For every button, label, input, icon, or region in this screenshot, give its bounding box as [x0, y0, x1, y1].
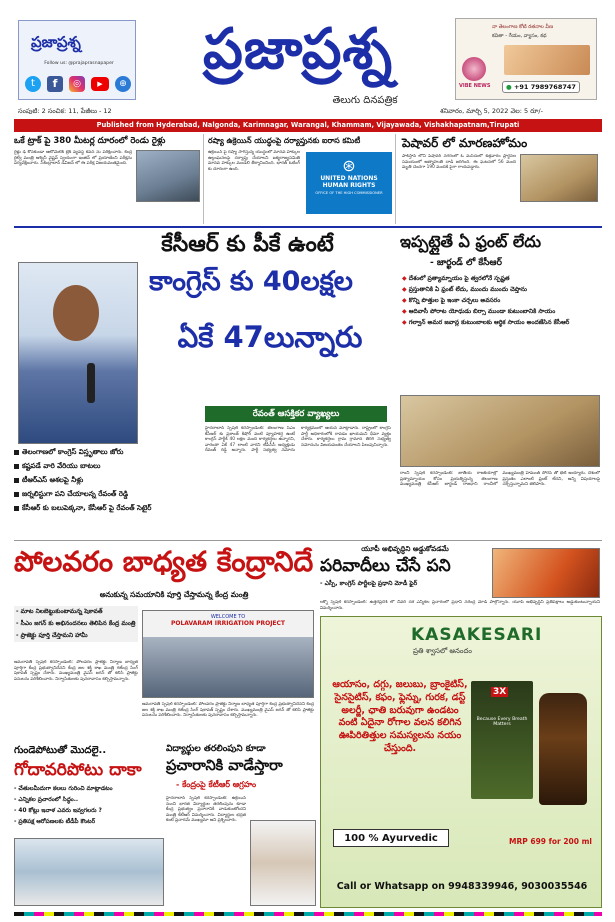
peshawar-photo: [520, 154, 598, 202]
godavari-bullet: - ఎన్నికల ప్రచారంలో సిద్ధం..: [14, 797, 79, 803]
ktr-subhead: - కేంద్రంపై కేటీఆర్ ఆగ్రహం: [176, 780, 257, 789]
newspaper-title: ప్రజాప్రశ్న: [202, 16, 394, 82]
modi-kicker: యూపీ అభివృద్ధిని అడ్డుకోవడమే: [361, 545, 449, 553]
ktr-headline: ప్రచారానికి వాడేస్తారా: [166, 758, 283, 774]
vibe-news-brand: VIBE NEWS: [459, 83, 491, 89]
lead-headline-2: ఏకే 47లున్నారు: [177, 320, 363, 354]
lead-bullet: కేసీఆర్ కు బలుపెక్కనా, కేసీఆర్ పై రేవంత్ సెటైర్: [14, 504, 204, 514]
front-bullet: ◆ గల్వాన్ అమర జవాన్ల కుటుంబాలకు ఆర్థిక సాయం అందజేసిన కేసీఆర్: [402, 319, 602, 327]
banner-title: POLAVARAM IRRIGATION PROJECT: [170, 620, 286, 627]
tagline: తెలుగు దినపత్రిక: [332, 95, 398, 106]
modi-photo: [492, 548, 600, 598]
un-sub-caption: OFFICE OF THE HIGH COMMISSIONER: [315, 191, 383, 195]
modi-body: లక్నో స్పెషల్ కరస్పాండెంట్: ఉత్తరప్రదేశ్ లో చివరి దశ ఎన్నికల ప్రచారంలో ప్రధాని నరేంద్ర మోడీ పాల్గొన్నారు. యూపీ అభివృద్ధిని ప్రతిపక్షాలు అడ్డుకుంటున్నాయని విమర్శించారు.: [320, 600, 600, 611]
godavari-bullet: - చేతులమీదుగా కలలు గురించి మాట్లాడటం: [14, 786, 113, 792]
masthead-ad: [455, 18, 597, 100]
microphone-icon: [87, 363, 95, 403]
pack-tag: Because Every Breath Matters: [476, 717, 528, 727]
lead-kicker: కేసీఆర్ కు పీకే ఉంటే: [161, 232, 334, 257]
social-icons: [25, 76, 131, 92]
front-bullet: ◆ కొన్ని పొత్తుల పై ఇంకా చర్చలు అవసరం: [402, 297, 602, 305]
front-body: రాంచీ స్పెషల్ కరస్పాండెంట్: జాతీయ రాజకీయాల్లో ప్రత్యామ్నాయం కోసం ప్రయత్నిస్తున్న తెలంగాణ ముఖ్యమంత్రి కేసీఆర్ జార్ఖండ్ రాజధాని రాంచీలో ముఖ్యమంత్రి హేమంత్ సోరెన్ తో భేటీ అయ్యారు. దేశంలో ప్రస్తుతం ఎలాంటి ఫ్రంట్ లేదని, అన్ని విషయాలపై చర్చిస్తున్నామని తెలిపారు.: [400, 471, 600, 488]
ad-phone-number: +91 7989768747: [513, 83, 576, 91]
un-emblem-icon: ⊛: [342, 156, 356, 175]
instagram-icon[interactable]: ◎: [69, 76, 85, 92]
polavaram-headline: పోలవరం బాధ్యత కేంద్రానిదే: [14, 545, 314, 578]
web-icon[interactable]: ⊕: [115, 76, 131, 92]
peshawar-body: పాకిస్తాన్ లోని పెషావర్ నగరంలో ఓ మసీదులో శుక్రవారం ప్రార్థనల సమయంలో ఆత్మాహుతి దాడి జరిగింది. ఈ ఘటనలో 56 మంది మృతి చెందగా 190 మందికి పైగా గాయపడ్డారు.: [402, 154, 516, 171]
vibe-news-logo: [462, 57, 486, 81]
polavaram-bullets: [14, 606, 138, 642]
kcr-photo: [400, 395, 600, 467]
ktr-kicker: విద్యార్థుల తరలింపుని కూడా: [166, 744, 266, 754]
dateline-left: సంపుటి: 2 సంచిక: 11, పేజీలు - 12: [18, 107, 112, 115]
un-logo-image: [306, 152, 392, 214]
polavaram-body-2: అమరావతి స్పెషల్ కరస్పాండెంట్: పోలవరం ప్రాజెక్టు నిర్మాణ బాధ్యత పూర్తిగా కేంద్ర ప్రభుత్వానిదేనని కేంద్ర జల శక్తి శాఖ మంత్రి గజేంద్ర సింగ్ షెకావత్ స్పష్టం చేశారు. ముఖ్యమంత్రి వైఎస్ జగన్ తో కలిసి ప్రాజెక్టు పనులను పరిశీలించారు. నిర్వాసితులకు పునరావాసం కల్పిస్తామన్నారు.: [142, 702, 314, 719]
godavari-kicker: గుండెపోటుతో మొదలై..: [14, 745, 107, 756]
ad-body: ఆయాసం, దగ్గు, జలుబు, బ్రాంకైటిస్, సైనసైటిస్, కఫం, ఫ్లెన్ను, గురక, డస్ట్ అలర్జీ, ఛాతి బరువుగా ఉండటం వంటి ఏదైనా రోగాల వలన కలిగిన ఊపిరితిత్తుల సమస్యలను నయం చేస్తుంది.: [332, 679, 468, 754]
front-subhead: - జార్ఖండ్ లో కేసీఆర్: [430, 258, 502, 268]
kasakesari-ad: [320, 616, 602, 908]
modi-subhead: - ఎస్పీ, కాంగ్రెస్ పార్టీలపై ప్రధాని మోడీ ఫైర్: [320, 580, 418, 587]
godavari-bullet: - ప్రతిపక్ష ఆరోపణలకు టీడీపీ కౌంటర్: [14, 819, 96, 825]
twitter-icon[interactable]: t: [25, 76, 41, 92]
ktr-body: హైదరాబాద్ స్పెషల్ కరస్పాండెంట్: ఉక్రెయిన్ నుంచి భారత విద్యార్థుల తరలింపును కూడా కేంద్ర ప్రభుత్వం ప్రచారానికి వాడుకుంటోందని మంత్రి కేటీఆర్ విమర్శించారు. విద్యార్థుల భద్రత కంటే ప్రచారమే ముఖ్యమా అని ప్రశ్నించారు.: [166, 796, 246, 824]
lead-headline-1: కాంగ్రెస్ కు 40లక్షల: [149, 266, 353, 297]
print-color-bar: [14, 912, 602, 916]
rail-headline: ఒకే ట్రాక్ పై 380 మీటర్ల దూరంలో రెండు రైళ్లు: [14, 136, 166, 146]
polavaram-bullet: - సీఎం జగన్ కు అభినందనలు తెలిపిన కేంద్ర మంత్రి: [16, 620, 136, 627]
lead-bullet: జర్నలిస్టుగా పని చేయాలన్న రేవంత్ రెడ్డి: [14, 490, 204, 500]
lead-subhead: రేవంత్ ఆసక్తికర వ్యాఖ్యలు: [205, 406, 387, 422]
godavari-bullet: - 40 కోట్లు ఇవాళ ఎవరు ఇవ్వగలరు ?: [14, 808, 102, 814]
ad-illustration: [504, 45, 590, 75]
top-divider: [14, 226, 602, 228]
front-bullet: ◆ ఆదివాసీ పోరాట యోధుడు బిర్సా ముండా కుటుంబానికి సాయం: [402, 308, 602, 316]
rail-photo: [136, 150, 200, 202]
chandrababu-photo: [14, 838, 164, 906]
polavaram-bullet: - మాట నిలబెట్టుకుంటామన్న షెకావత్: [16, 608, 103, 615]
lead-bullets: [14, 448, 204, 518]
ad-phone: [502, 81, 580, 93]
small-logo: ప్రజాప్రశ్న: [31, 33, 81, 51]
polavaram-bullet: - ప్రాజెక్టు పూర్తి చేస్తామని హామీ: [16, 632, 88, 639]
facebook-icon[interactable]: f: [47, 76, 63, 92]
godavari-headline: గోదావరిపోటు దాకా: [14, 760, 142, 780]
ad-brand: KASAKESARI: [411, 625, 543, 645]
ad-pack: [471, 681, 533, 799]
social-handle: Follow us: @prajaprasnapaper: [44, 61, 114, 66]
godavari-bullets: [14, 785, 164, 826]
front-bullets: [402, 275, 602, 330]
banner-welcome: WELCOME TO: [210, 614, 246, 620]
un-body: ఉక్రెయిన్ పై రష్యా సాగిస్తున్న యుద్ధంలో మానవ హక్కుల ఉల్లంఘనలపై దర్యాప్తు చేయాలని ఐక్యరాజ్యసమితి మానవ హక్కుల మండలి తీర్మానించింది. భారత్ ఓటింగ్ కు దూరంగా ఉంది.: [208, 150, 300, 172]
polavaram-subhead: అనుకున్న సమయానికి పూర్తి చేస్తామన్న కేంద్ర మంత్రి: [99, 590, 249, 599]
lead-body: హైదరాబాద్ స్పెషల్ కరస్పాండెంట్: తెలంగాణ సీఎం కేసీఆర్ కు ప్రశాంత్ కిషోర్ వంటి వ్యూహకర్త ఉంటే కాంగ్రెస్ పార్టీకి 40 లక్షల మంది కార్యకర్తలు ఉన్నారని, వారంతా ఏకే 47 లాంటి వారని టీపీసీసీ అధ్యక్షుడు రేవంత్ రెడ్డి అన్నారు. పార్టీ సభ్యత్వ నమోదు కార్యక్రమంలో ఆయన మాట్లాడారు. రాష్ట్రంలో కాంగ్రెస్ పార్టీ అధికారంలోకి రావడం ఖాయమని ధీమా వ్యక్తం చేశారు. కార్యకర్తలు గ్రామ గ్రామాన తిరిగి సభ్యత్వ నమోదును విజయవంతం చేయాలని పిలుపునిచ్చారు.: [205, 426, 391, 454]
lead-bullet: టీఆర్ఎస్ ఆశలపై నీళ్లు: [14, 476, 204, 486]
revanth-photo: [18, 262, 138, 444]
dateline-right: శనివారం, మార్చి 5, 2022 వెల: 5 రూ/-: [440, 107, 543, 115]
whatsapp-icon: ●: [506, 83, 512, 91]
peshawar-story: [400, 134, 600, 224]
un-story: [206, 134, 396, 224]
ad-bottle: [539, 693, 587, 805]
ad-mrp: MRP 699 for 200 ml: [509, 837, 592, 846]
polavaram-body: అమరావతి స్పెషల్ కరస్పాండెంట్: పోలవరం ప్రాజెక్టు నిర్మాణ బాధ్యత పూర్తిగా కేంద్ర ప్రభుత్వానిదేనని కేంద్ర జల శక్తి శాఖ మంత్రి గజేంద్ర సింగ్ షెకావత్ స్పష్టం చేశారు. ముఖ్యమంత్రి వైఎస్ జగన్ తో కలిసి ప్రాజెక్టు పనులను పరిశీలించారు. నిర్వాసితులకు పునరావాసం కల్పిస్తామన్నారు.: [14, 660, 138, 682]
story-rail: [14, 134, 204, 224]
pack-label: 3X: [493, 687, 507, 697]
front-headline: ఇప్పట్లైతే ఏ ఫ్రంట్ లేదు: [400, 232, 542, 251]
peshawar-headline: పెషావర్ లో మారణహోమం: [402, 136, 528, 150]
youtube-icon[interactable]: ▶: [91, 77, 109, 91]
published-strip: Published from Hyderabad, Nalgonda, Karimnagar, Warangal, Khammam, Vijayawada, Vishakhapatnam,Tirupati: [14, 119, 602, 132]
ad-tagline: ప్రతి శ్వాసలో ఆనందం: [413, 647, 472, 655]
ad-line-2: కవితా - గేయం, వ్యాసం, కథ: [492, 33, 547, 39]
mid-divider: [14, 540, 602, 541]
polavaram-photo: [142, 610, 314, 698]
un-caption: UNITED NATIONS HUMAN RIGHTS: [320, 175, 378, 189]
modi-headline: పరివాదీలు చేసే పని: [320, 556, 451, 576]
un-headline: రష్యా ఉక్రెయిన్ యుద్ధంపై దర్యాప్తునకు ఐరాస కమిటీ: [208, 136, 361, 145]
lead-bullet: కష్టపడే వారి వేరియు బాటలు: [14, 462, 204, 472]
rail-body: రైళ్లు ఢీ కొనకుండా ఆటోమేటిక్ బ్రేక్ వ్యవస్థ కవచ్ ను పరీక్షించారు. కేంద్ర రైల్వే మంత్రి అశ్వినీ వైష్ణవ్ స్వయంగా ఇంజిన్ లో ప్రయాణించి పరీక్షను పర్యవేక్షించారు. సికింద్రాబాద్ డివిజన్ లో ఈ పరీక్ష విజయవంతమైంది.: [14, 150, 132, 167]
ad-contact: Call or Whatsapp on 9948339946, 9030035546: [336, 881, 588, 892]
front-bullet: ◆ దేశంలో ప్రత్యామ్నాయం పై త్వరలోనే స్పష్టత: [402, 275, 602, 283]
ad-badge: 100 % Ayurvedic: [333, 829, 449, 847]
ktr-photo: [250, 820, 316, 906]
speaker-head: [53, 285, 99, 341]
lead-bullet: తెలంగాణలో కాంగ్రెస్ విస్తృతాలు జోరు: [14, 448, 204, 458]
ad-line-1: నా తెలంగాణ కోటి రతనాల వీణ: [492, 24, 554, 30]
front-bullet: ◆ ప్రస్తుతానికి ఏ ఫ్రంట్ లేదు, ముందు ముందు చెప్తాను: [402, 286, 602, 294]
small-logo-box: [18, 20, 136, 100]
